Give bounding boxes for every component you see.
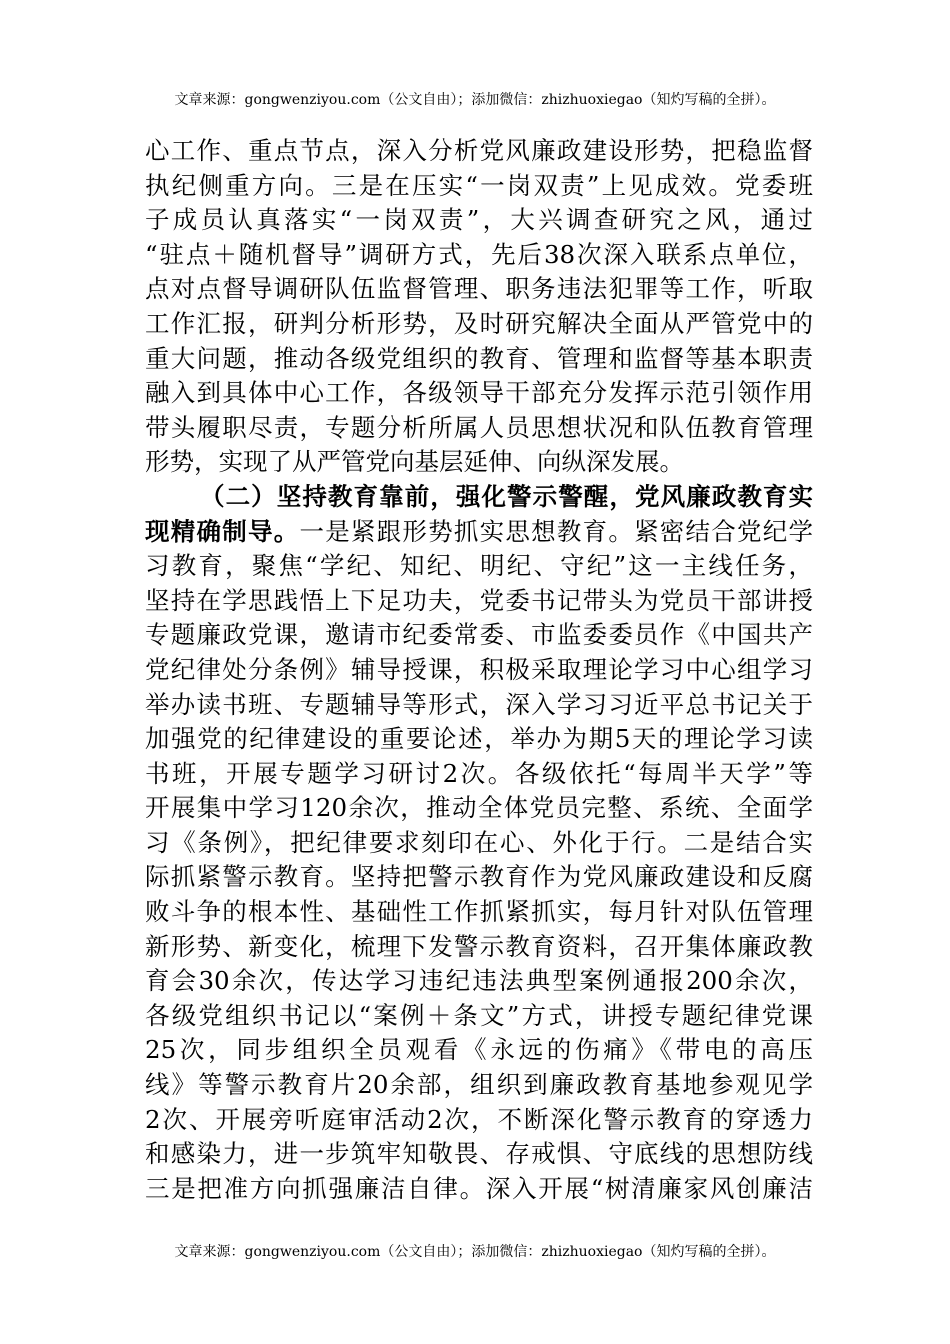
section-heading-line: （二）坚持教育靠前，强化警示警醒，党风廉政教育实 bbox=[200, 481, 813, 511]
text-line: 心工作、重点节点，深入分析党风廉政建设形势，把稳监督 bbox=[145, 136, 813, 165]
text-line: 育会30余次，传达学习违纪违法典型案例通报200余次， bbox=[145, 966, 813, 996]
text-line: 坚持在学思践悟上下足功夫，党委书记带头为党员干部讲授 bbox=[145, 585, 813, 615]
text-line: 2次、开展旁听庭审活动2次，不断深化警示教育的穿透力 bbox=[145, 1104, 813, 1134]
text-line-mixed bbox=[145, 515, 813, 550]
text-segment: 一是紧跟形势抓实思想教育。紧密结合党纪学 bbox=[299, 516, 814, 546]
text-line: 举办读书班、专题辅导等形式，深入学习习近平总书记关于 bbox=[145, 689, 813, 719]
text-line: “驻点＋随机督导”调研方式，先后38次深入联系点单位， bbox=[145, 239, 813, 269]
section-heading-tail: 现精确制导。 bbox=[145, 516, 300, 546]
text-line: 重大问题，推动各级党组织的教育、管理和监督等基本职责 bbox=[145, 343, 813, 373]
text-line: 专题廉政党课，邀请市纪委常委、市监委委员作《中国共产 bbox=[145, 620, 813, 650]
text-line: 点对点督导调研队伍监督管理、职务违法犯罪等工作，听取 bbox=[145, 274, 813, 304]
text-line: 执纪侧重方向。三是在压实“一岗双责”上见成效。党委班 bbox=[145, 170, 813, 200]
text-line: 败斗争的根本性、基础性工作抓紧抓实，每月针对队伍管理 bbox=[145, 897, 813, 927]
text-line: 子成员认真落实“一岗双责”，大兴调查研究之风，通过 bbox=[145, 205, 813, 235]
text-line: 习教育，聚焦“学纪、知纪、明纪、守纪”这一主线任务， bbox=[145, 551, 813, 581]
text-line: 带头履职尽责，专题分析所属人员思想状况和队伍教育管理 bbox=[145, 412, 813, 442]
text-line: 线》等警示教育片20余部，组织到廉政教育基地参观见学 bbox=[145, 1070, 813, 1100]
page-header: 文章来源：gongwenziyou.com（公文自由）；添加微信：zhizhuoxiegao（知灼写稿的全拼）。 bbox=[174, 92, 776, 108]
text-line: 25次，同步组织全员观看《永远的伤痛》《带电的高压 bbox=[145, 1035, 813, 1065]
text-line: 开展集中学习120余次，推动全体党员完整、系统、全面学 bbox=[145, 793, 813, 823]
text-line: 三是把准方向抓强廉洁自律。深入开展“树清廉家风创廉洁 bbox=[145, 1173, 813, 1203]
text-line: 各级党组织书记以“案例＋条文”方式，讲授专题纪律党课 bbox=[145, 1000, 813, 1030]
text-line: 际抓紧警示教育。坚持把警示教育作为党风廉政建设和反腐 bbox=[145, 862, 813, 892]
text-line: 新形势、新变化，梳理下发警示教育资料，召开集体廉政教 bbox=[145, 931, 813, 961]
text-line: 融入到具体中心工作，各级领导干部充分发挥示范引领作用 bbox=[145, 378, 813, 408]
text-line: 形势，实现了从严管党向基层延伸、向纵深发展。 bbox=[145, 447, 684, 477]
text-line: 党纪律处分条例》辅导授课，积极采取理论学习中心组学习 bbox=[145, 654, 813, 684]
body-text bbox=[145, 134, 813, 1206]
text-line: 习《条例》，把纪律要求刻印在心、外化于行。二是结合实 bbox=[145, 827, 813, 857]
page-footer: 文章来源：gongwenziyou.com（公文自由）；添加微信：zhizhuoxiegao（知灼写稿的全拼）。 bbox=[174, 1244, 776, 1260]
text-line: 工作汇报，研判分析形势，及时研究解决全面从严管党中的 bbox=[145, 308, 813, 338]
text-line: 加强党的纪律建设的重要论述，举办为期5天的理论学习读 bbox=[145, 724, 813, 754]
text-line: 书班，开展专题学习研讨2次。各级依托“每周半天学”等 bbox=[145, 758, 813, 788]
text-line: 和感染力，进一步筑牢知敬畏、存戒惧、守底线的思想防线 bbox=[145, 1139, 813, 1169]
